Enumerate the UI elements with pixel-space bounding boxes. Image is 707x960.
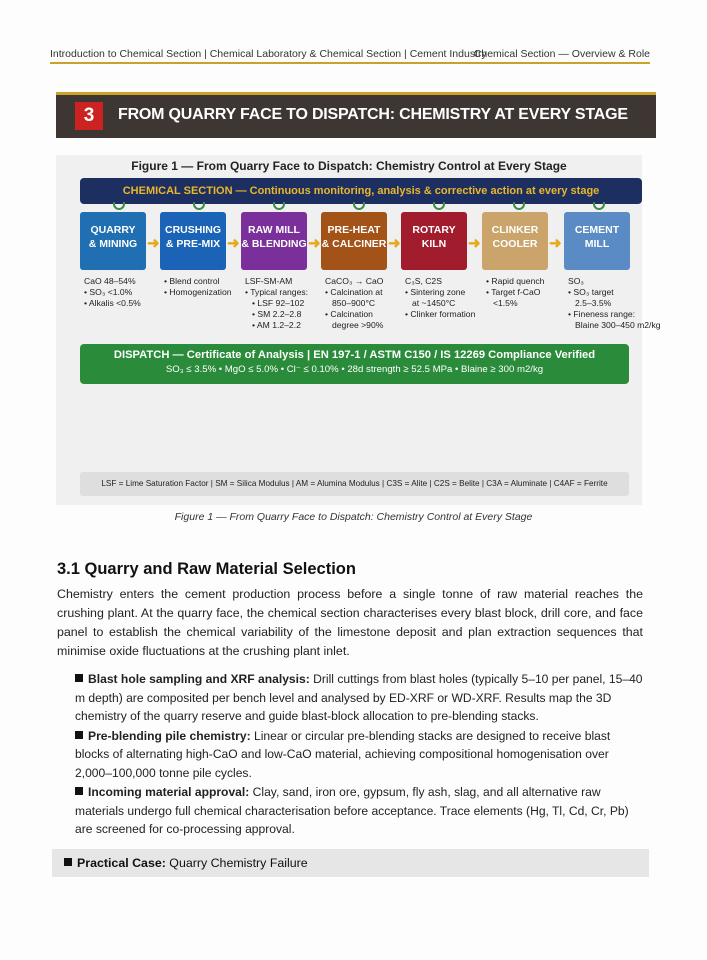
stage-detail-line: • Clinker formation xyxy=(405,309,476,319)
stage-detail-line: • Calcination at xyxy=(325,287,383,297)
bullet-lead: Pre-blending pile chemistry: xyxy=(88,728,251,743)
connector-icon xyxy=(513,202,525,210)
stage-detail-line: • SO₃ target xyxy=(568,287,614,297)
stage-details xyxy=(568,276,661,331)
stage-box xyxy=(80,212,146,270)
stage-details xyxy=(84,276,141,309)
connector-icon xyxy=(273,202,285,210)
stage-detail-line: LSF-SM-AM xyxy=(245,276,293,286)
stage-label-line2: COOLER xyxy=(492,238,538,250)
stage-box xyxy=(241,212,307,270)
stage-details xyxy=(245,276,308,331)
stage-details xyxy=(405,276,475,320)
stage-detail-line: CaO 48–54% xyxy=(84,276,136,286)
right-arrow-icon: ➜ xyxy=(147,235,160,252)
bullet-item xyxy=(75,783,647,839)
bullet-item xyxy=(75,670,647,726)
bullet-item xyxy=(75,727,647,783)
connector-icon xyxy=(193,202,205,210)
stage-detail-line: degree >90% xyxy=(332,320,384,330)
dispatch-title: DISPATCH — Certificate of Analysis | EN 197-1 / ASTM C150 / IS 12269 Compliance Verified xyxy=(113,349,596,361)
bullet-lead: Blast hole sampling and XRF analysis: xyxy=(88,672,310,686)
square-bullet-icon xyxy=(75,674,83,682)
stage-label-line2: MILL xyxy=(584,238,610,250)
stage-box xyxy=(482,212,548,270)
stage-detail-line: 2.5–3.5% xyxy=(575,298,612,308)
right-arrow-icon: ➜ xyxy=(227,235,240,252)
stage-detail-line: Blaine 300–450 m2/kg xyxy=(575,320,661,330)
bullet-list xyxy=(75,670,647,840)
practical-case-title: Quarry Chemistry Failure xyxy=(165,856,308,870)
stage-detail-line: • AM 1.2–2.2 xyxy=(252,320,301,330)
stage-detail-line: 850–900°C xyxy=(332,298,376,308)
stage-detail-line: • Alkalis <0.5% xyxy=(84,298,141,308)
section-heading: 3.1 Quarry and Raw Material Selection xyxy=(57,560,356,578)
stage-detail-line: C₃S, C2S xyxy=(405,276,442,286)
connector-icon xyxy=(433,202,445,210)
square-bullet-icon xyxy=(75,787,83,795)
stage-detail-line: • Rapid quench xyxy=(486,276,545,286)
bullet-text: Linear or circular pre-blending stacks are designed to receive blast blocks of alternating high-CaO and low-CaO material, achieving compositional homogenisation over 2,000–100,000 tonne pile cycles. xyxy=(75,728,611,780)
stage-details xyxy=(164,276,232,298)
stage-detail-line: • LSF 92–102 xyxy=(252,298,305,308)
stage-detail-line: • Typical ranges: xyxy=(245,287,309,297)
stage-box xyxy=(321,212,387,270)
stage-label-line1: QUARRY xyxy=(90,224,136,236)
stage-detail-line: • Fineness range: xyxy=(568,309,636,319)
right-arrow-icon: ➜ xyxy=(308,235,321,252)
stage-label-line2: & PRE-MIX xyxy=(165,238,221,250)
chapter-number: 3 xyxy=(75,102,103,130)
stage-label-line2: & CALCINER xyxy=(321,238,387,250)
running-header xyxy=(50,46,650,64)
stage-label-line2: & BLENDING xyxy=(241,238,307,250)
connector-icon xyxy=(353,202,365,210)
header-left: Introduction to Chemical Section | Chemical Laboratory & Chemical Section | Cement Industry xyxy=(50,48,487,60)
stage-label-line1: CEMENT xyxy=(574,224,620,236)
stage-detail-line: • Sintering zone xyxy=(405,287,466,297)
abbreviation-legend: LSF = Lime Saturation Factor | SM = Silica Modulus | AM = Alumina Modulus | C3S = Alite | C2S = Belite | C3A = Aluminate | C4AF = Ferrite xyxy=(80,472,629,496)
stage-box xyxy=(160,212,226,270)
figure-caption: Figure 1 — From Quarry Face to Dispatch: Chemistry Control at Every Stage xyxy=(174,511,533,523)
stage-label-line1: RAW MILL xyxy=(248,224,300,236)
figure-title: Figure 1 — From Quarry Face to Dispatch: Chemistry Control at Every Stage xyxy=(131,159,567,173)
dispatch-specs: SO₃ ≤ 3.5% • MgO ≤ 5.0% • Cl⁻ ≤ 0.10% • 28d strength ≥ 52.5 MPa • Blaine ≥ 300 m2/kg xyxy=(165,364,544,375)
connector-icon xyxy=(113,202,125,210)
stage-label-line1: ROTARY xyxy=(412,224,456,236)
dispatch-box xyxy=(80,344,629,384)
chemical-section-bar xyxy=(80,178,642,204)
practical-case-label: Practical Case: xyxy=(77,856,166,870)
stage-detail-line: CaCO₃ → CaO xyxy=(325,276,384,286)
stage-label-line2: & MINING xyxy=(88,238,138,250)
chapter-title: FROM QUARRY FACE TO DISPATCH: CHEMISTRY AT EVERY STAGE xyxy=(118,106,628,123)
square-bullet-icon xyxy=(75,731,83,739)
section-paragraph: Chemistry enters the cement production process before a single tonne of raw material reaches the crushing plant. At the quarry face, the chemical section characterises every blast block, drill core, and face panel to establish the chemical variability of the limestone deposit and plan extraction sequences that minimise oxide fluctuations at the crushing plant inlet. xyxy=(57,587,643,658)
stage-detail-line: • SM 2.2–2.8 xyxy=(252,309,302,319)
chemical-section-bar-text: CHEMICAL SECTION — Continuous monitoring, analysis & corrective action at every stage xyxy=(122,185,600,197)
square-bullet-icon xyxy=(64,858,72,866)
bullet-text: Clay, sand, iron ore, gypsum, fly ash, slag, and all alternative raw materials undergo full chemical characterisation before acceptance. Trace elements (Hg, Tl, Cd, Cr, Pb) are screened for co-processing approval. xyxy=(75,785,629,836)
stage-detail-line: <1.5% xyxy=(493,298,518,308)
process-figure xyxy=(56,155,661,505)
stage-label-line1: CRUSHING xyxy=(164,224,221,236)
right-arrow-icon: ➜ xyxy=(388,235,401,252)
header-right: Chemical Section — Overview & Role xyxy=(473,48,650,60)
stage-box xyxy=(564,212,630,270)
stage-detail-line: • Calcination xyxy=(325,309,373,319)
stage-detail-line: • Homogenization xyxy=(164,287,232,297)
stage-details xyxy=(486,276,544,309)
right-arrow-icon: ➜ xyxy=(549,235,562,252)
right-arrow-icon: ➜ xyxy=(468,235,481,252)
stage-label-line2: KILN xyxy=(421,238,447,250)
stage-detail-line: SO₃ xyxy=(568,276,584,286)
stage-detail-line: • Target f-CaO xyxy=(486,287,541,297)
chapter-banner xyxy=(56,92,656,138)
stage-label-line1: CLINKER xyxy=(491,224,539,236)
connector-icon xyxy=(593,202,605,210)
bullet-lead: Incoming material approval: xyxy=(88,785,250,799)
bullet-text: Drill cuttings from blast holes (typically 5–10 per panel, 15–40 m depth) are composited per bench level and analysed by ED-XRF or WD-XRF. Results map the 3D chemistry of the quarry reserve and guide blast-block allocation to pre-blending stacks. xyxy=(75,672,643,723)
stage-box xyxy=(401,212,467,270)
stage-detail-line: • Blend control xyxy=(164,276,220,286)
stage-detail-line: • SO₃ <1.0% xyxy=(84,287,133,297)
stage-details xyxy=(325,276,383,331)
stage-label-line1: PRE-HEAT xyxy=(327,224,381,236)
stage-detail-line: at ~1450°C xyxy=(412,298,456,308)
practical-case-bar xyxy=(52,849,649,877)
